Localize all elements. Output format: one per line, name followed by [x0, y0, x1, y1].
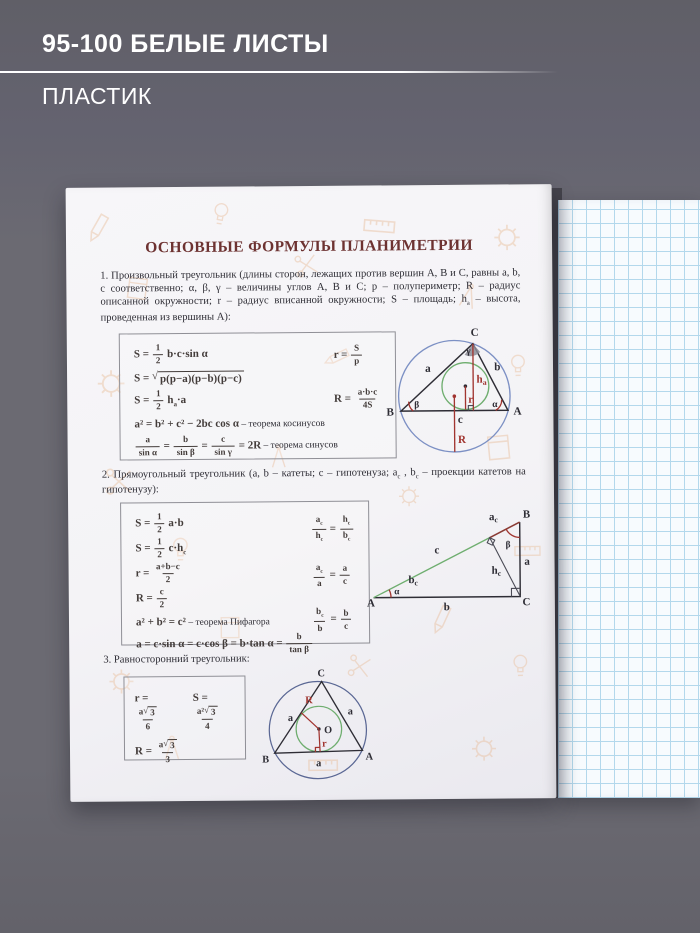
doodle-ruler-icon	[360, 200, 399, 239]
formula-row: r = $\frac{a+b-c}{2}$	[135, 561, 180, 585]
right-triangle-diagram	[366, 502, 537, 618]
d1-label-b: b	[494, 361, 501, 374]
equilateral-triangle-diagram	[255, 667, 380, 784]
d1-label-B: B	[386, 406, 394, 419]
d2-label-A: A	[366, 597, 375, 610]
d1-label-C: C	[470, 326, 479, 339]
doodle-gear-icon	[466, 731, 502, 767]
d2-label-B: B	[522, 508, 531, 521]
formula-row: S = a² √ 3 4	[193, 688, 235, 731]
d3-label-C: C	[317, 668, 325, 680]
d1-label-beta: β	[414, 400, 420, 411]
d2-label-hc: $h_c$	[491, 564, 502, 578]
formula-row: a² + b² = c² – теорема Пифагора	[135, 615, 270, 629]
d1-label-c: c	[457, 413, 463, 426]
formula-sheet-page	[66, 184, 557, 802]
d3-label-R: R	[305, 695, 313, 707]
formula-row: R = $\frac{c}{2}$	[136, 586, 359, 610]
formula-row: a = c·sin α = c·cos β = b·tan α = $\frac{b}{\text{tan β}}$	[136, 632, 359, 656]
formula-row: $\frac{a_c}{a}$ = $\frac{a}{c}$	[312, 562, 351, 588]
doodle-bulb-icon	[204, 196, 239, 231]
d2-label-C: C	[522, 596, 531, 609]
d1-label-A: A	[513, 405, 522, 418]
d3-label-a-bottom: a	[316, 758, 322, 770]
formula-row: S = √ p(p−a)(p−b)(p−c)	[134, 366, 385, 386]
formula-row: S = $\frac{1}{2}$ a·b	[135, 511, 184, 535]
formula-side-column	[334, 340, 382, 412]
formula-row: $\frac{b_c}{b}$ = $\frac{b}{c}$	[312, 607, 352, 633]
d2-label-alpha: α	[394, 587, 400, 598]
d3-label-A: A	[365, 751, 374, 763]
formula-row	[135, 688, 235, 732]
d3-label-a-left: a	[287, 712, 294, 725]
formula-row: S = $\frac{1}{2}$ b·c·sin α	[133, 342, 208, 366]
formula-row: $\frac{a_c}{h_c}$ = $\frac{h_c}{b_c}$	[311, 515, 354, 544]
section3-intro: 3. Равносторонний треугольник:	[103, 653, 250, 666]
d3-label-r: r	[322, 738, 327, 750]
formula-row: $\frac{a}{\text{sin α}}$ = $\frac{b}{\text{sin β}}$ = $\frac{c}{\text{sin γ}}$ = 2R – теорема синусов	[135, 433, 386, 457]
section1-intro: 1. Произвольный треугольник (длины сторон, лежащих против вершин A, B и C, равны a, b, c соответственно; α, β, γ – величины углов A, B и C; p – полупериметр; R – радиус описанной окружности; r – радиус вписанной окружности; S – площадь; $h_a$ – высота, проведенная из вершины A):	[100, 267, 521, 324]
d1-label-alpha: α	[492, 400, 498, 411]
formula-box-3	[123, 676, 246, 764]
d1-label-gamma: γ	[466, 346, 471, 357]
d2-label-c: c	[434, 544, 440, 557]
section2-intro: 2. Прямоугольный треугольник (a, b – катеты; c – гипотенуза; $a_c$ , $b_c$ – проекции катетов на гипотенузу):	[101, 466, 526, 496]
banner-title: 95-100 БЕЛЫЕ ЛИСТЫ	[42, 30, 329, 58]
triangle-circumcircle-diagram	[385, 324, 542, 461]
d1-label-ha: $h_a$	[476, 373, 487, 387]
formula-row: r = a √ 3 6	[135, 688, 173, 731]
formula-row	[135, 738, 235, 764]
formula-row: R = $\frac{a\cdot b\cdot c}{4S}$	[333, 386, 378, 410]
formula-row: r = $\frac{S}{p}$	[334, 344, 364, 366]
d2-label-ac: $a_c$	[488, 511, 498, 525]
d1-label-a: a	[425, 362, 431, 375]
d2-label-a: a	[524, 555, 530, 568]
d3-label-a-right: a	[347, 706, 353, 718]
squared-page	[558, 200, 700, 798]
d3-label-B: B	[262, 754, 270, 766]
formula-row: S = $\frac{1}{2}$ $c\cdot h_c$	[135, 536, 187, 560]
formula-row: R = a √ 3 3	[135, 739, 181, 764]
d2-label-bc: $b_c$	[408, 574, 418, 588]
d3-label-O: O	[324, 725, 333, 737]
formula-box-1	[119, 331, 397, 460]
d1-label-r: r	[468, 393, 474, 406]
sheet-title: ОСНОВНЫЕ ФОРМУЛЫ ПЛАНИМЕТРИИ	[145, 236, 473, 257]
banner-divider	[0, 71, 558, 73]
d2-label-b: b	[443, 601, 450, 614]
formula-box-2	[120, 501, 370, 655]
formula-row: S = $\frac{1}{2}$ $h_a\cdot a$	[134, 388, 187, 412]
d1-label-R: R	[457, 433, 467, 446]
formula-row: a² = b² + c² − 2bc cos α – теорема косинусов	[134, 417, 325, 431]
banner-subtitle: ПЛАСТИК	[42, 83, 152, 109]
d2-label-beta: β	[505, 540, 511, 551]
formula-side-column	[311, 512, 355, 636]
